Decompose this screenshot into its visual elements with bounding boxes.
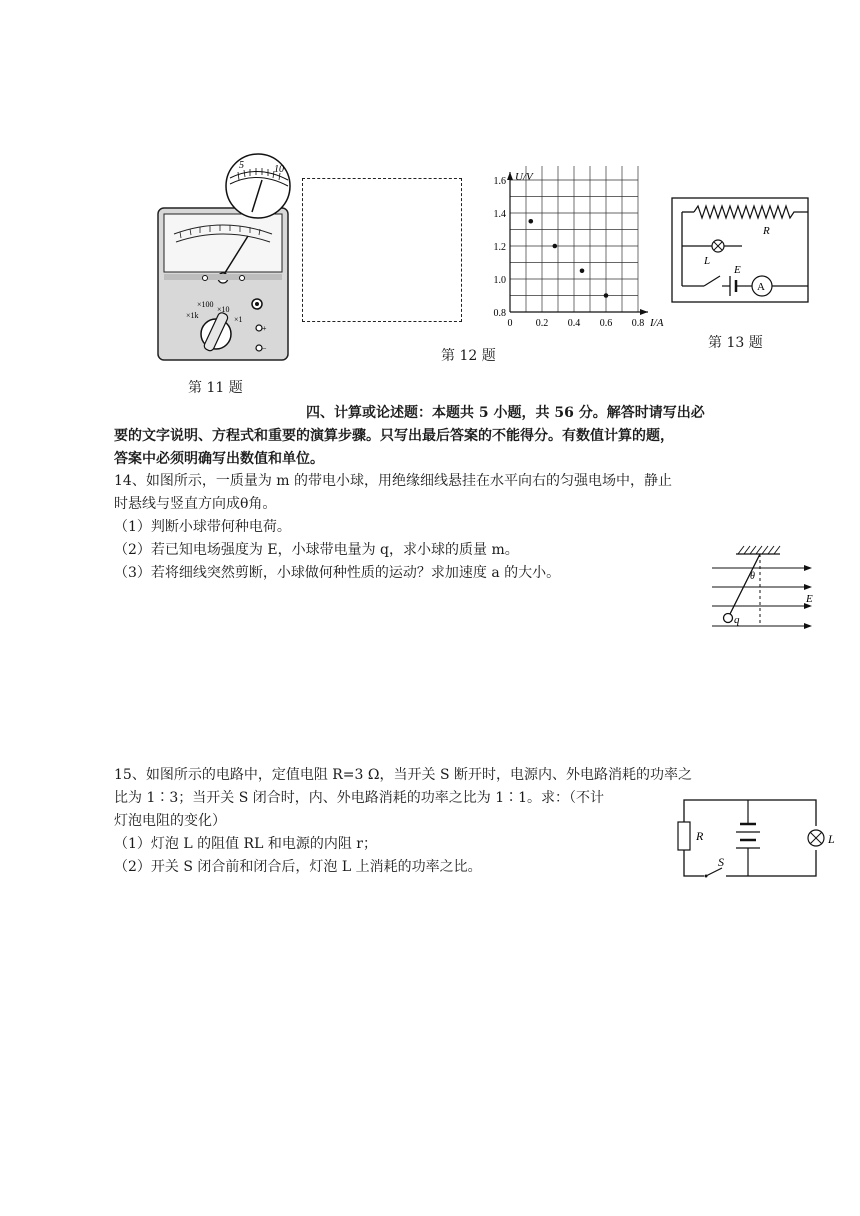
field-E-label: E bbox=[806, 593, 813, 605]
q14-line1: 14、如图所示，一质量为 m 的带电小球，用绝缘细线悬挂在水平向右的匀强电场中，静止 bbox=[114, 473, 672, 489]
lamp-L-label: L bbox=[704, 255, 711, 267]
charge-q-label: q bbox=[734, 614, 740, 626]
q15-line2: 比为 1∶3；当开关 S 闭合时，内、外电路消耗的功率之比为 1∶1。求：（不计 bbox=[114, 790, 605, 806]
x-tick-label: 0.4 bbox=[567, 318, 581, 329]
battery-E-label: E bbox=[734, 264, 741, 276]
theta-label: θ bbox=[750, 571, 755, 582]
y-tick-label: 0.8 bbox=[493, 308, 506, 319]
circuit-13 bbox=[668, 192, 814, 310]
y-tick-label: 1.4 bbox=[493, 209, 506, 220]
x-tick-label: 0.2 bbox=[535, 318, 549, 329]
q15-line3: 灯泡电阻的变化） bbox=[114, 813, 226, 829]
x-axis-arrow bbox=[640, 309, 648, 315]
circuit-drawing-box bbox=[302, 178, 462, 322]
q14-line2: 时悬线与竖直方向成θ角。 bbox=[114, 496, 277, 512]
meter-range-x100: ×100 bbox=[197, 300, 214, 309]
string bbox=[730, 554, 760, 614]
data-point bbox=[529, 219, 534, 224]
meter-range-x1: ×1 bbox=[234, 315, 243, 324]
magnifier-mark-10: 10 bbox=[274, 164, 284, 175]
ui-graph bbox=[478, 166, 668, 332]
svg-text:−: − bbox=[262, 344, 267, 353]
y-axis-label: U/V bbox=[515, 171, 533, 183]
y-tick-label: 1.0 bbox=[493, 275, 506, 286]
field-figure-14 bbox=[708, 542, 820, 632]
x-tick-label: 0.6 bbox=[599, 318, 613, 329]
y-tick-label: 1.2 bbox=[493, 242, 506, 253]
meter-range-x1k: ×1k bbox=[186, 311, 199, 320]
x-tick-label: 0.8 bbox=[631, 318, 645, 329]
meter-range-x10: ×10 bbox=[217, 305, 230, 314]
section4-line1: 四、计算或论述题：本题共 5 小题，共 56 分。解答时请写出必 bbox=[306, 405, 705, 421]
data-point bbox=[580, 268, 585, 273]
switch-S-label: S bbox=[718, 855, 724, 869]
rheostat-resistor bbox=[694, 206, 808, 218]
meter-dial-window bbox=[164, 214, 282, 272]
section4-line2: 要的文字说明、方程式和重要的演算步骤。只写出最后答案的不能得分。有数值计算的题， bbox=[114, 428, 674, 444]
circuit-15 bbox=[668, 794, 848, 882]
fig12-caption: 第 12 题 bbox=[441, 348, 496, 364]
q14-sub1: （1）判断小球带何种电荷。 bbox=[114, 519, 291, 535]
y-tick-label: 1.6 bbox=[493, 176, 506, 187]
lamp-L-label: L bbox=[828, 832, 835, 846]
resistor-R-label: R bbox=[696, 829, 704, 843]
charged-ball bbox=[724, 614, 733, 623]
field-arrow bbox=[804, 565, 812, 571]
x-tick-label: 0 bbox=[507, 318, 513, 329]
multimeter-figure bbox=[150, 150, 300, 366]
resistor-R-label: R bbox=[763, 225, 770, 237]
q14-sub3: （3）若将细线突然剪断，小球做何种性质的运动？求加速度 a 的大小。 bbox=[114, 565, 561, 581]
x-axis-label: I/A bbox=[650, 317, 664, 329]
ammeter-label: A bbox=[757, 281, 765, 293]
q15-sub2: （2）开关 S 闭合前和闭合后，灯泡 L 上消耗的功率之比。 bbox=[114, 859, 482, 875]
magnifier-mark-5: 5 bbox=[239, 160, 244, 171]
q15-line1: 15、如图所示的电路中，定值电阻 R=3 Ω，当开关 S 断开时，电源内、外电路消耗的功率之 bbox=[114, 767, 692, 783]
y-axis-arrow bbox=[507, 172, 513, 180]
data-point bbox=[553, 244, 558, 249]
fig13-caption: 第 13 题 bbox=[708, 335, 763, 351]
section4-line3: 答案中必须明确写出数值和单位。 bbox=[114, 451, 324, 467]
q14-sub2: （2）若已知电场强度为 E，小球带电量为 q，求小球的质量 m。 bbox=[114, 542, 519, 558]
q15-sub1: （1）灯泡 L 的阻值 RL 和电源的内阻 r； bbox=[114, 836, 377, 852]
fig11-caption: 第 11 题 bbox=[188, 380, 243, 396]
switch bbox=[704, 276, 720, 286]
data-point bbox=[604, 293, 609, 298]
resistor-R bbox=[678, 822, 690, 850]
svg-text:+: + bbox=[262, 324, 267, 333]
